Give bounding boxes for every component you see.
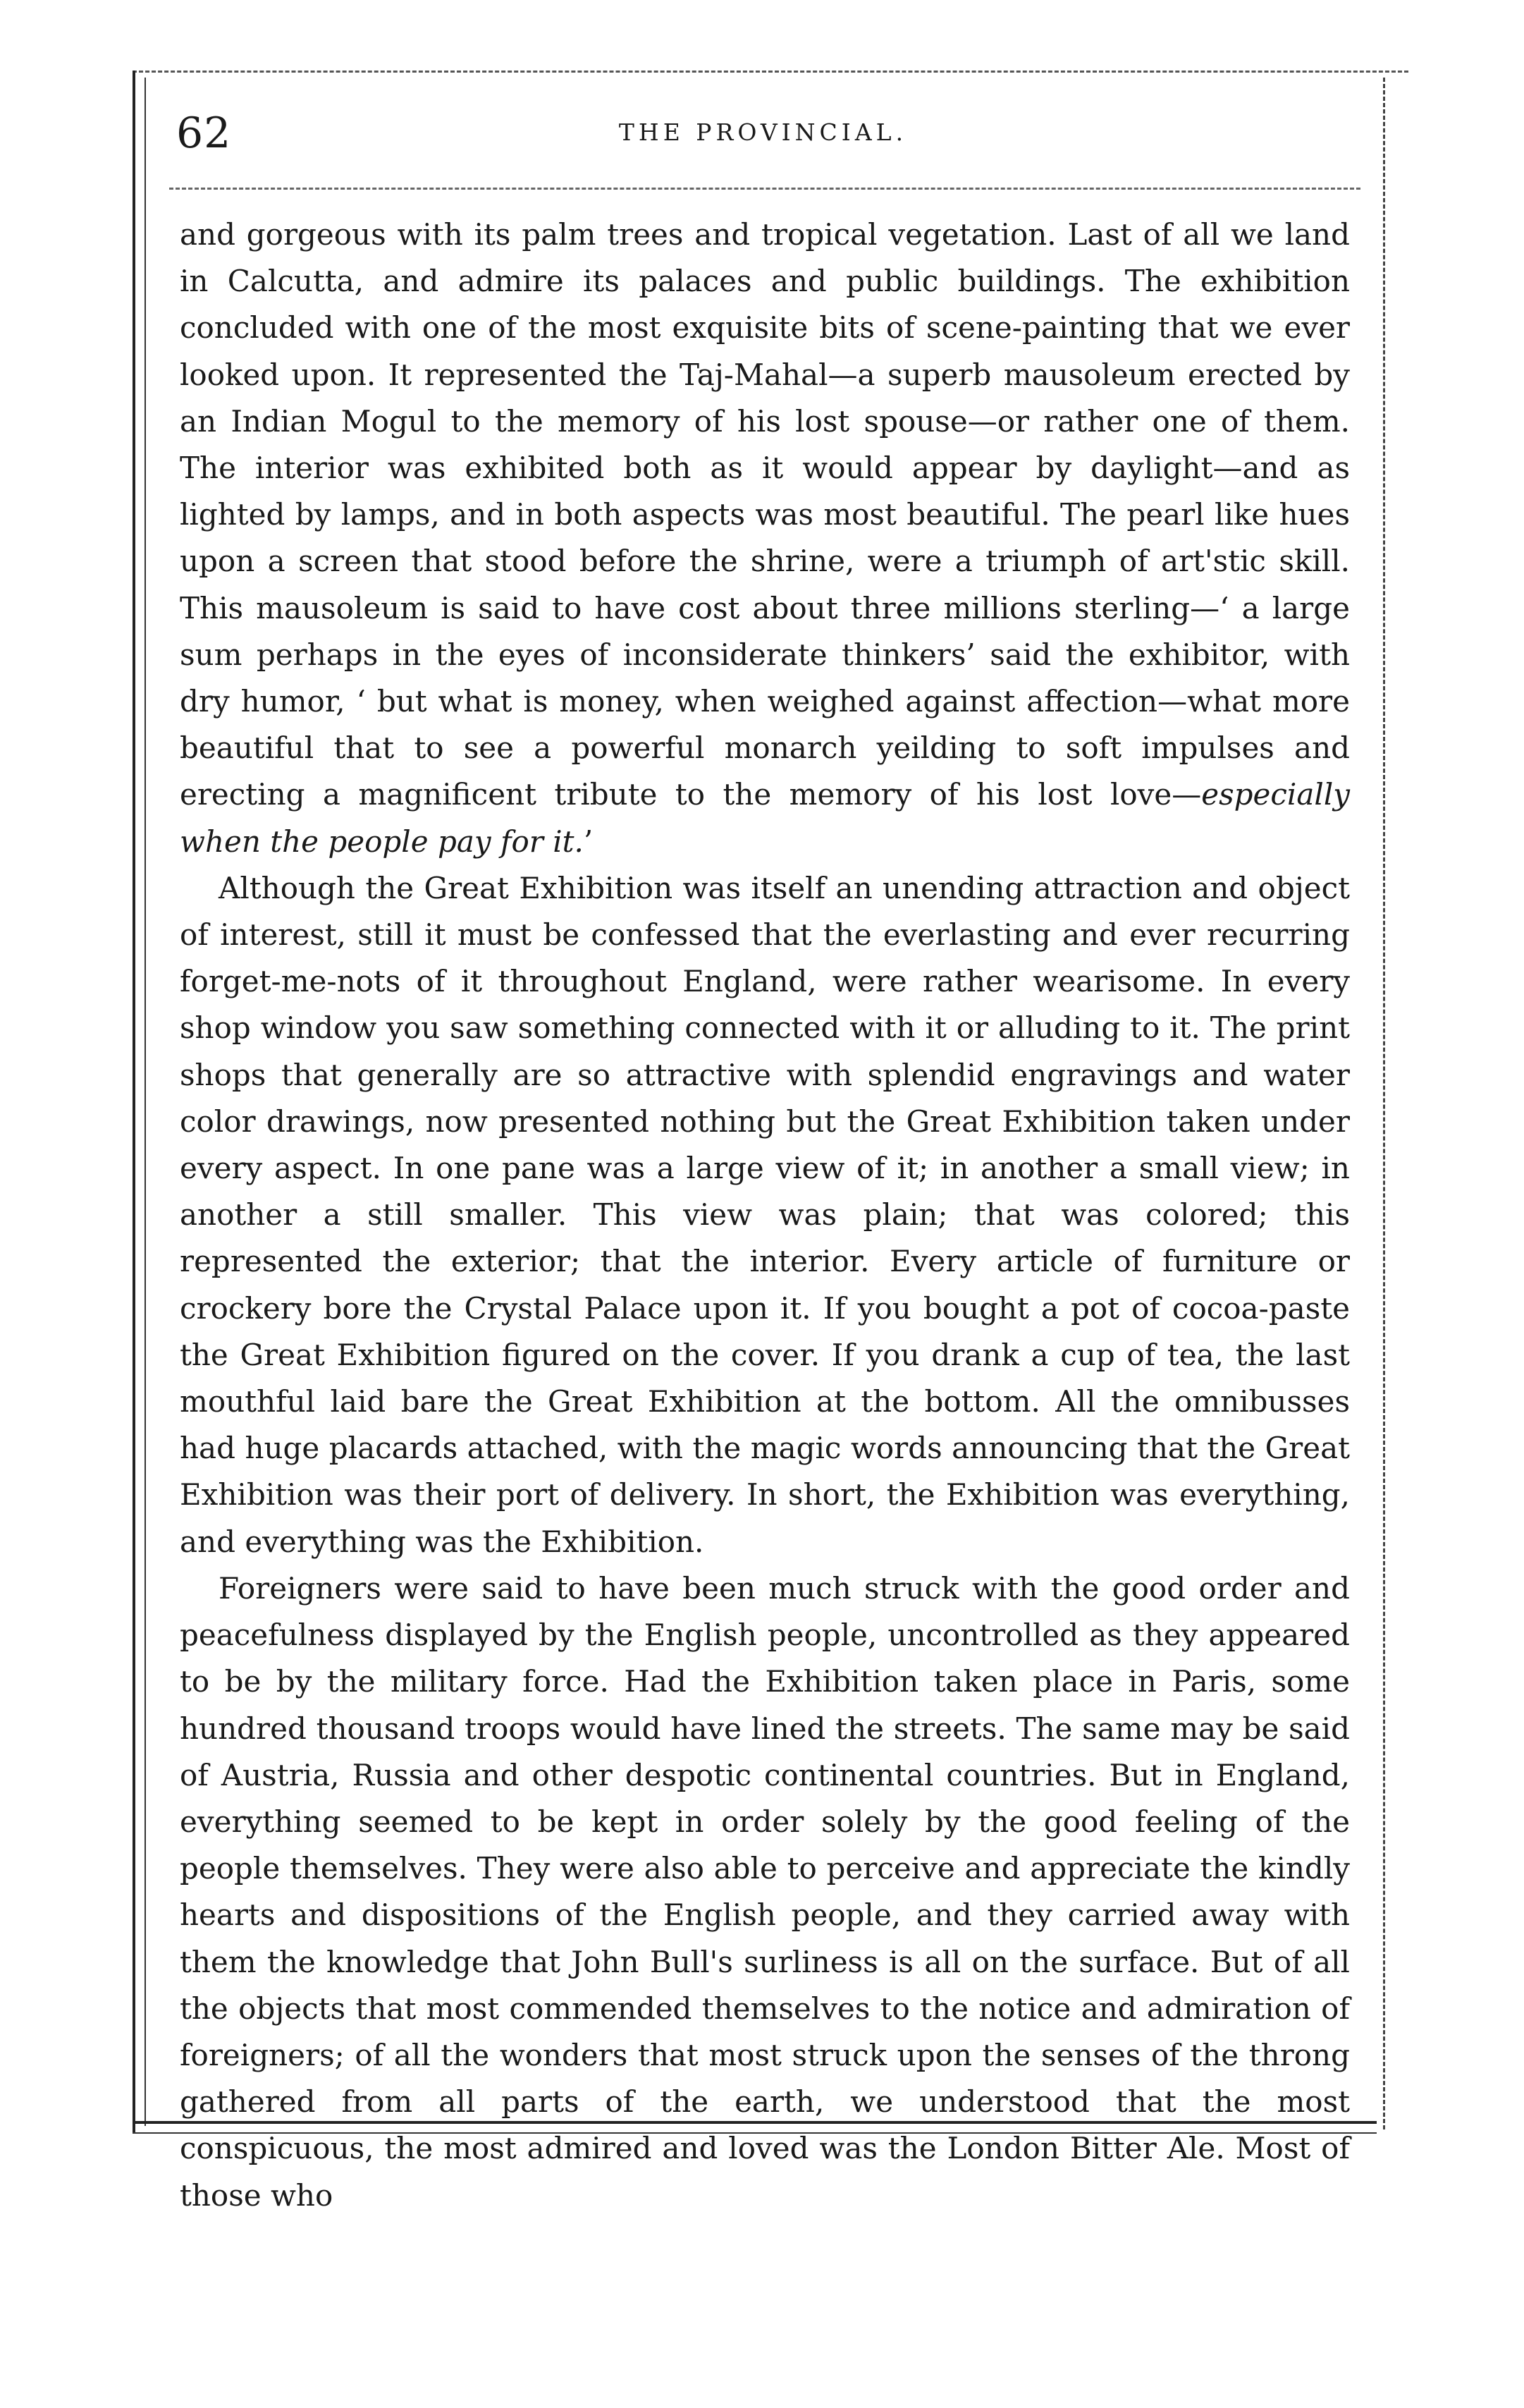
- running-title: THE PROVINCIAL.: [618, 118, 908, 146]
- paragraph-1-italic: especially when the people pay for it.: [180, 777, 1350, 859]
- paragraph-1-closing-quote: ’: [583, 824, 594, 859]
- header-rule: [169, 188, 1360, 190]
- page-number: 62: [176, 109, 232, 158]
- page-border-top: [133, 71, 1408, 73]
- body-text: [180, 212, 1350, 2219]
- paragraph-3: Foreigners were said to have been much struck with the good order and peacefulness displayed by the English people, uncontrolled as they appeared to be by the military force. Had the Exhibition taken place in Paris, some hundred thousand troops would have lined the streets. The same may be said of Austria, Russia and other despotic continental countries. But in England, everything seemed to be kept in order solely by the good feeling of the people themselves. They were also able to perceive and appreciate the kindly hearts and dispositions of the English people, and they carried away with them the knowledge that John Bull's surliness is all on the surface. But of all the objects that most commended themselves to the notice and admiration of foreigners; of all the wonders that most struck upon the senses of the throng gathered from all parts of the earth, we understood that the most conspicuous, the most admired and loved was the London Bitter Ale. Most of those who: [180, 1570, 1350, 2213]
- page-border-left-inner: [145, 78, 146, 2126]
- paragraph-1: [180, 212, 1350, 865]
- page-border-right: [1383, 78, 1385, 2129]
- page-border-left-outer: [133, 71, 135, 2133]
- paragraph-2: Although the Great Exhibition was itself an unending attraction and object of interest, still it must be confessed that the everlasting and ever recurring forget-me-nots of it throughout England, were rather wearisome. In every shop window you saw something connected with it or alluding to it. The print shops that generally are so attractive with splendid engravings and water color drawings, now presented nothing but the Great Exhibition taken under every aspect. In one pane was a large view of it; in another a small view; in another a still smaller. This view was plain; that was colored; this represented the exterior; that the interior. Every article of furniture or crockery bore the Crystal Palace upon it. If you bought a pot of cocoa-paste the Great Exhibition figured on the cover. If you drank a cup of tea, the last mouthful laid bare the Great Exhibition at the bottom. All the omnibusses had huge placards attached, with the magic words announcing that the Great Exhibition was their port of delivery. In short, the Exhibition was everything, and everything was the Exhibition.: [180, 870, 1350, 1559]
- paragraph-1-text: and gorgeous with its palm trees and tropical vegetation. Last of all we land in Calcutta, and admire its palaces and public buildings. The exhibition concluded with one of the most exquisite bits of scene-painting that we ever looked upon. It represented the Taj-Mahal—a superb mausoleum erected by an Indian Mogul to the memory of his lost spouse—or rather one of them. The interior was exhibited both as it would appear by daylight—and as lighted by lamps, and in both aspects was most beautiful. The pearl like hues upon a screen that stood before the shrine, were a triumph of art'stic skill. This mausoleum is said to have cost about three millions sterling—‘ a large sum perhaps in the eyes of inconsiderate thinkers’ said the exhibitor, with dry humor, ‘ but what is money, when weighed against affection—what more beautiful that to see a powerful monarch yeilding to soft impulses and erecting a magnificent tribute to the memory of his lost love—: [180, 217, 1350, 812]
- page-header: [162, 106, 1364, 169]
